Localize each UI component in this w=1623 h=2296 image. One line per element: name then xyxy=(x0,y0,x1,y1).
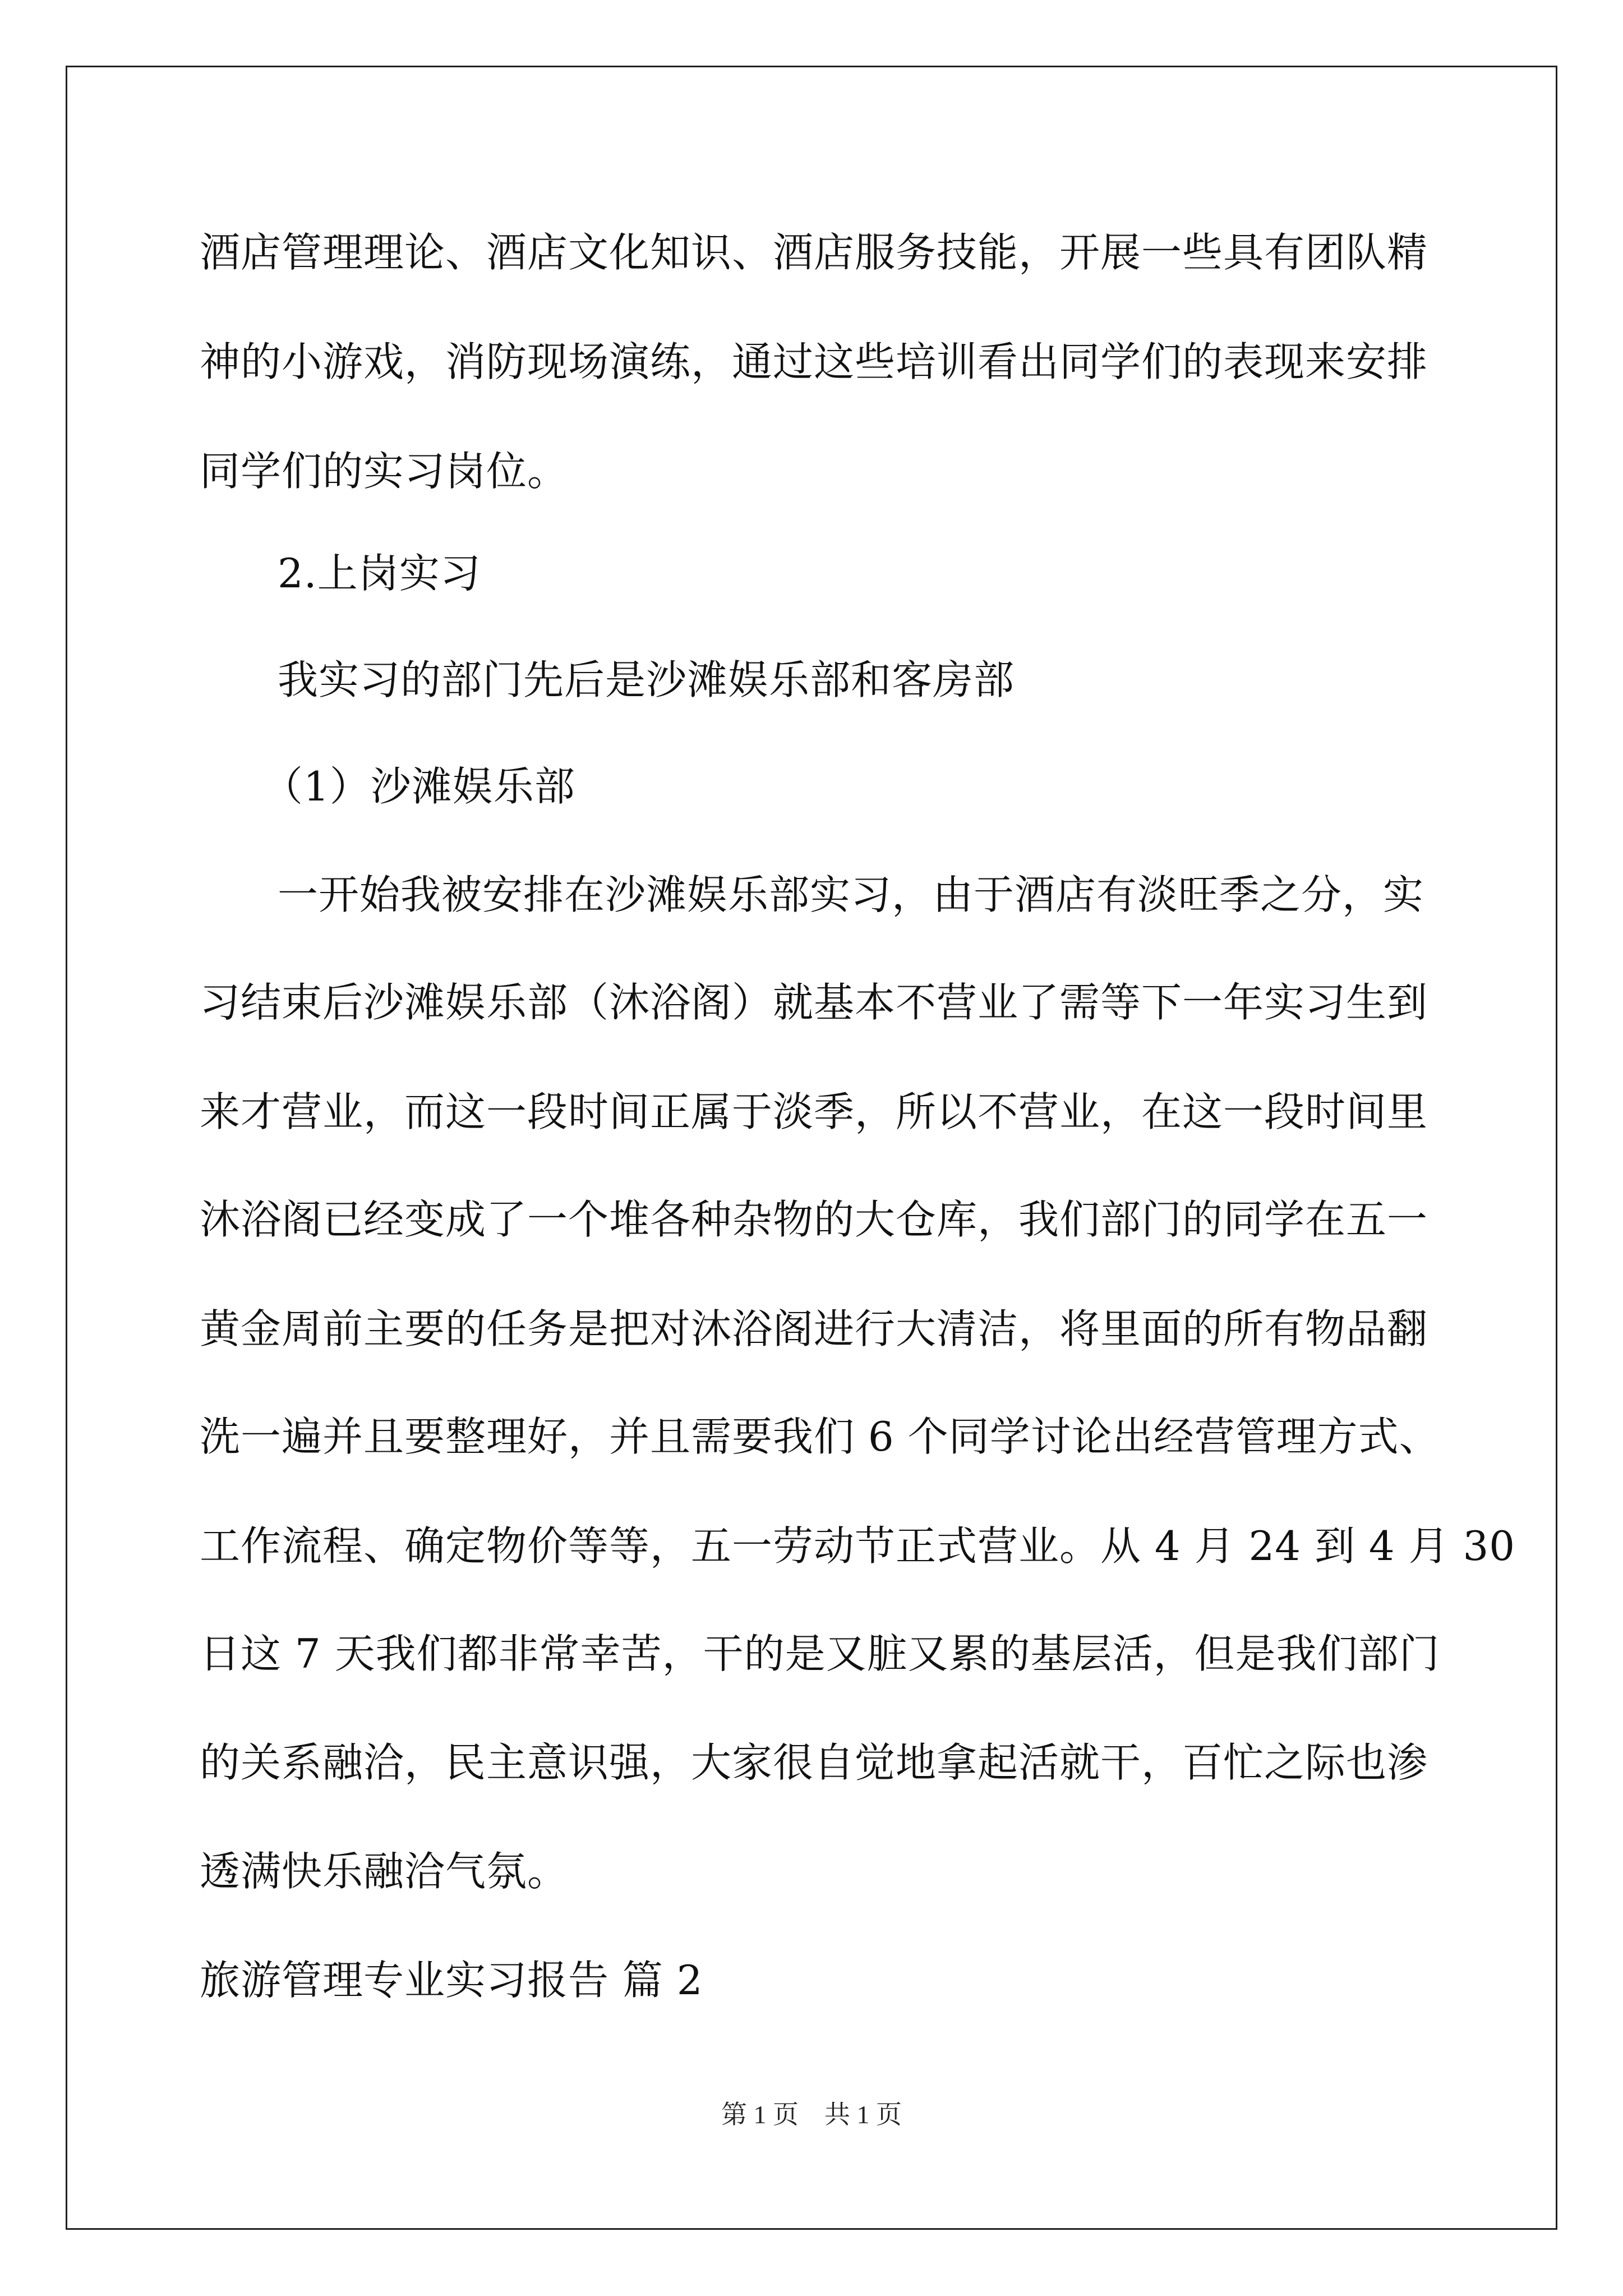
paragraph-line: 日这 7 天我们都非常幸苦，干的是又脏又累的基层活，但是我们部门 xyxy=(200,1630,1440,1677)
paragraph-line: 神的小游戏，消防现场演练，通过这些培训看出同学们的表现来安排 xyxy=(200,338,1428,385)
paragraph-line: 的关系融洽，民主意识强，大家很自觉地拿起活就干，百忙之际也渗 xyxy=(200,1739,1428,1786)
section-heading: 2.上岗实习 xyxy=(278,550,481,597)
paragraph-line: 酒店管理理论、酒店文化知识、酒店服务技能，开展一些具有团队精 xyxy=(200,229,1428,276)
page-number-footer: 第 1 页 共 1 页 xyxy=(721,2100,902,2129)
paragraph-line: 一开始我被安排在沙滩娱乐部实习，由于酒店有淡旺季之分，实 xyxy=(278,871,1424,918)
paragraph-line: 习结束后沙滩娱乐部（沐浴阁）就基本不营业了需等下一年实习生到 xyxy=(200,979,1428,1026)
paragraph-line: 沐浴阁已经变成了一个堆各种杂物的大仓库，我们部门的同学在五一 xyxy=(200,1196,1428,1243)
paragraph-line: 洗一遍并且要整理好，并且需要我们 6 个同学讨论出经营管理方式、 xyxy=(200,1413,1440,1460)
paragraph-line: 透满快乐融洽气氛。 xyxy=(200,1848,569,1895)
section-title: 旅游管理专业实习报告 篇 2 xyxy=(200,1957,703,2004)
paragraph-line: 我实习的部门先后是沙滩娱乐部和客房部 xyxy=(278,656,1015,703)
paragraph-line: 同学们的实习岗位。 xyxy=(200,448,569,495)
paragraph-line: 工作流程、确定物价等等，五一劳动节正式营业。从 4 月 24 到 4 月 30 xyxy=(200,1522,1516,1570)
page-border xyxy=(66,66,1557,2230)
subsection-heading: （1）沙滩娱乐部 xyxy=(262,763,575,810)
paragraph-line: 黄金周前主要的任务是把对沐浴阁进行大清洁，将里面的所有物品翻 xyxy=(200,1305,1428,1352)
paragraph-line: 来才营业，而这一段时间正属于淡季，所以不营业，在这一段时间里 xyxy=(200,1088,1428,1135)
